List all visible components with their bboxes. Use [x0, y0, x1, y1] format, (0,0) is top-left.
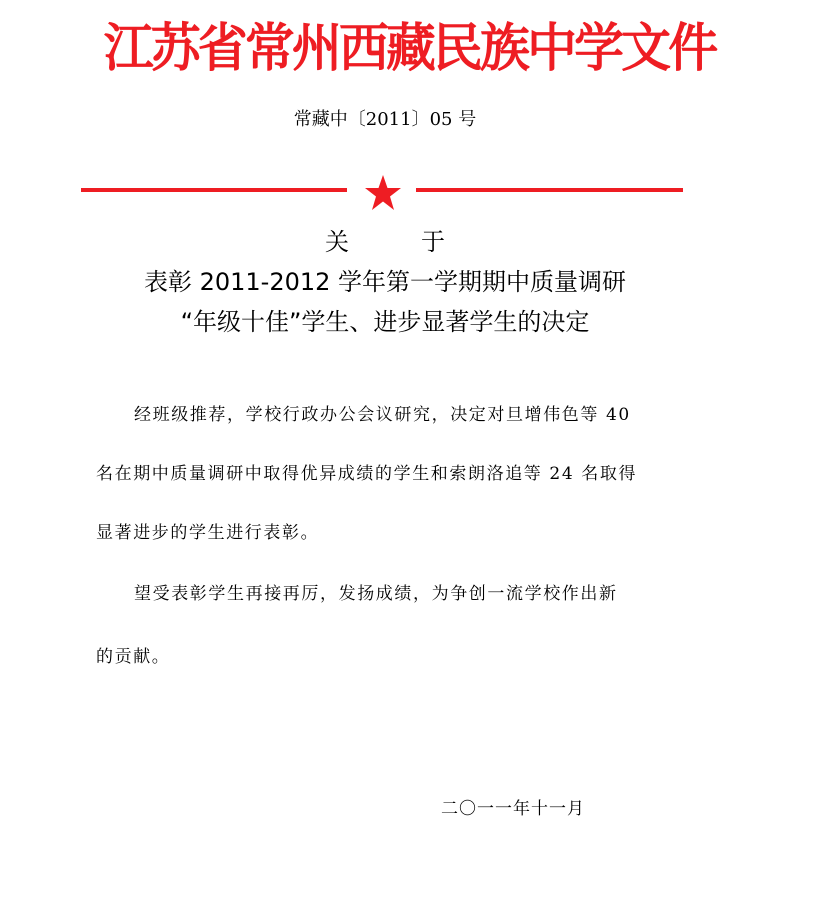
- header-divider-left: [81, 188, 347, 192]
- document-date: 二〇一一年十一月: [441, 799, 585, 819]
- star-icon: [363, 173, 403, 213]
- document-number: 常藏中〔2011〕05 号: [293, 109, 477, 130]
- title-about: [0, 226, 770, 258]
- title-line-2: “年级十佳”学生、进步显著学生的决定: [180, 308, 590, 336]
- title-line-1: 表彰 2011-2012 学年第一学期期中质量调研: [143, 268, 627, 296]
- paragraph-1-line-1: 经班级推荐，学校行政办公会议研究，决定对旦增伟色等 40: [134, 405, 631, 425]
- title-about-left: 关: [325, 228, 349, 256]
- paragraph-1-line-3: 显著进步的学生进行表彰。: [96, 523, 320, 543]
- paragraph-2-line-1: 望受表彰学生再接再厉，发扬成绩，为争创一流学校作出新: [134, 584, 618, 604]
- header-divider-right: [416, 188, 683, 192]
- paragraph-1-line-2: 名在期中质量调研中取得优异成绩的学生和索朗洛追等 24 名取得: [96, 464, 638, 484]
- title-about-right: 于: [421, 228, 445, 256]
- paragraph-2-line-2: 的贡献。: [96, 647, 171, 667]
- document-header-title: 江苏省常州西藏民族中学文件: [103, 18, 716, 79]
